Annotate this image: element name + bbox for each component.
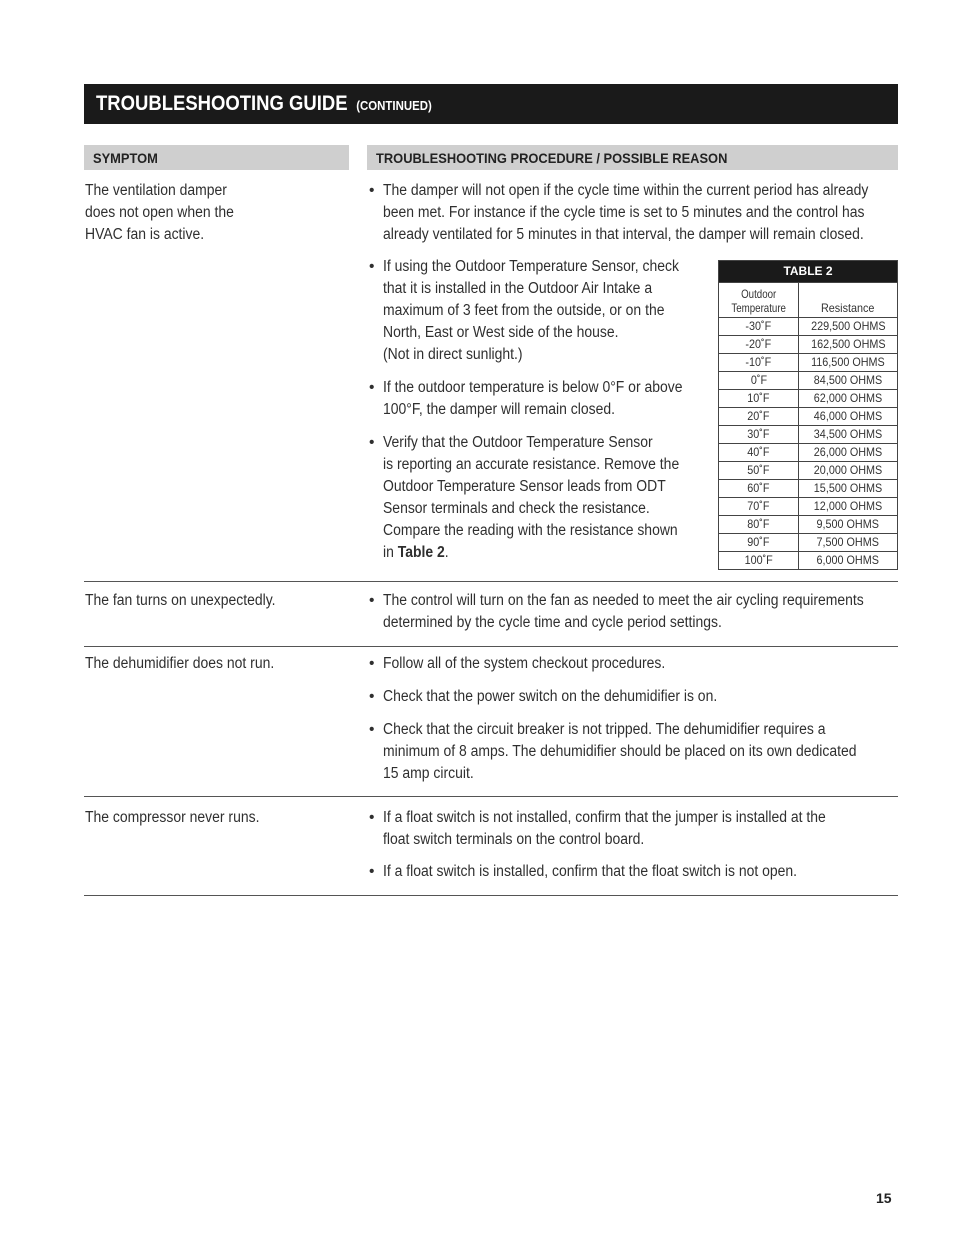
bullet-line: • If a float switch is not installed, confirm that the jumper is installed at the <box>383 809 826 826</box>
table-row <box>719 498 898 516</box>
table-cell: 15,500 OHMS <box>799 480 898 498</box>
procedure-column-header <box>367 145 898 170</box>
symptom-line: The dehumidifier does not run. <box>85 655 275 672</box>
bullet-line: Sensor terminals and check the resistance. <box>383 500 650 517</box>
table-2-resistance <box>718 260 898 570</box>
bullet-line: • If a float switch is installed, confirm that the float switch is not open. <box>383 863 798 880</box>
procedure-bullet <box>369 686 754 708</box>
symptom-column-header <box>84 145 349 170</box>
bullet-line: • The damper will not open if the cycle time within the current period has already <box>383 182 869 199</box>
procedure-bullet <box>369 180 922 246</box>
procedure-bullet <box>369 256 712 366</box>
table-ref-prefix: in <box>383 544 398 561</box>
table-row <box>719 534 898 552</box>
procedure-bullet <box>369 861 843 883</box>
page-number: 15 <box>876 1190 892 1206</box>
table-row <box>719 426 898 444</box>
table-row <box>719 552 898 570</box>
table-cell: 30˚F <box>719 426 799 444</box>
table-cell: 60˚F <box>719 480 799 498</box>
table-cell: 34,500 OHMS <box>799 426 898 444</box>
procedure-bullet <box>369 377 716 421</box>
table-cell: 90˚F <box>719 534 799 552</box>
table-row <box>719 408 898 426</box>
table-cell: 6,000 OHMS <box>799 552 898 570</box>
table-row <box>719 372 898 390</box>
table-row <box>719 444 898 462</box>
table-cell: 20,000 OHMS <box>799 462 898 480</box>
bullet-line: 100°F, the damper will remain closed. <box>383 401 615 418</box>
bullet-line: North, East or West side of the house. <box>383 324 619 341</box>
bullet-line: • Follow all of the system checkout procedures. <box>383 655 666 672</box>
row-divider <box>84 796 898 797</box>
row-divider <box>84 895 898 896</box>
symptom-line: The ventilation damper <box>85 182 227 199</box>
bullet-line: • If using the Outdoor Temperature Sensor, check <box>383 258 679 275</box>
table-row <box>719 354 898 372</box>
table-ref-bold: Table 2 <box>397 544 445 561</box>
table-row <box>719 318 898 336</box>
table-cell: -20˚F <box>719 336 799 354</box>
table-cell: 26,000 OHMS <box>799 444 898 462</box>
table-cell: 100˚F <box>719 552 799 570</box>
table-cell: 116,500 OHMS <box>799 354 898 372</box>
bullet-line: Outdoor Temperature Sensor leads from ODT <box>383 478 666 495</box>
table-2-header-resistance <box>799 283 898 318</box>
table-cell: 12,000 OHMS <box>799 498 898 516</box>
symptom-line: The compressor never runs. <box>85 809 260 826</box>
title-subtitle: (CONTINUED) <box>356 98 432 113</box>
table-cell: 0˚F <box>719 372 799 390</box>
table-row <box>719 516 898 534</box>
table-cell: 10˚F <box>719 390 799 408</box>
table-row <box>719 336 898 354</box>
table-cell: 46,000 OHMS <box>799 408 898 426</box>
bullet-line: been met. For instance if the cycle time is set to 5 minutes and the control has <box>383 204 865 221</box>
table-cell: 7,500 OHMS <box>799 534 898 552</box>
symptom-dehumidifier <box>85 653 345 675</box>
bullet-line: minimum of 8 amps. The dehumidifier should be placed on its own dedicated <box>383 743 857 760</box>
bullet-line: • The control will turn on the fan as needed to meet the air cycling requirements <box>383 592 864 609</box>
bullet-line: already ventilated for 5 minutes in that interval, the damper will remain closed. <box>383 226 864 243</box>
symptom-compressor <box>85 807 345 829</box>
symptom-line: The fan turns on unexpectedly. <box>85 592 276 609</box>
table-row <box>719 480 898 498</box>
symptom-line: does not open when the <box>85 204 234 221</box>
table-cell: 9,500 OHMS <box>799 516 898 534</box>
bullet-line: determined by the cycle time and cycle period settings. <box>383 614 722 631</box>
bullet-line <box>383 542 679 564</box>
bullet-line: Compare the reading with the resistance shown <box>383 522 678 539</box>
bullet-line: (Not in direct sunlight.) <box>383 346 523 363</box>
bullet-line: • Verify that the Outdoor Temperature Sensor <box>383 434 653 451</box>
header-text: Resistance <box>821 301 875 315</box>
bullet-line: • Check that the power switch on the dehumidifier is on. <box>383 688 718 705</box>
header-line: Temperature <box>731 301 786 315</box>
table-cell: 229,500 OHMS <box>799 318 898 336</box>
bullet-line: 15 amp circuit. <box>383 765 474 782</box>
table-cell: -30˚F <box>719 318 799 336</box>
table-cell: 80˚F <box>719 516 799 534</box>
bullet-line: • Check that the circuit breaker is not tripped. The dehumidifier requires a <box>383 721 826 738</box>
bullet-line: • If the outdoor temperature is below 0°F or above <box>383 379 683 396</box>
title-text: TROUBLESHOOTING GUIDE <box>96 92 348 115</box>
table-2-caption: TABLE 2 <box>719 261 898 283</box>
procedure-bullet <box>369 432 712 564</box>
table-cell: 84,500 OHMS <box>799 372 898 390</box>
page-title <box>96 92 432 116</box>
procedure-header-text: TROUBLESHOOTING PROCEDURE / POSSIBLE REASON <box>376 149 728 166</box>
procedure-bullet <box>369 719 909 785</box>
bullet-line: maximum of 3 feet from the outside, or on the <box>383 302 665 319</box>
table-row <box>719 462 898 480</box>
header-line: Outdoor <box>740 287 777 301</box>
table-cell: 62,000 OHMS <box>799 390 898 408</box>
bullet-line: that it is installed in the Outdoor Air Intake a <box>383 280 653 297</box>
table-cell: -10˚F <box>719 354 799 372</box>
table-cell: 162,500 OHMS <box>799 336 898 354</box>
row-divider <box>84 581 898 582</box>
section-title-bar <box>84 84 898 124</box>
table-cell: 20˚F <box>719 408 799 426</box>
bullet-line: is reporting an accurate resistance. Remove the <box>383 456 680 473</box>
table-cell: 50˚F <box>719 462 799 480</box>
symptom-fan-unexpected <box>85 590 345 612</box>
table-2-header-temperature <box>719 283 799 318</box>
bullet-line: float switch terminals on the control board. <box>383 831 645 848</box>
table-ref-suffix: . <box>444 544 449 561</box>
symptom-line: HVAC fan is active. <box>85 226 205 243</box>
procedure-bullet <box>369 807 875 851</box>
table-cell: 70˚F <box>719 498 799 516</box>
row-divider <box>84 646 898 647</box>
table-cell: 40˚F <box>719 444 799 462</box>
procedure-bullet <box>369 590 917 634</box>
symptom-ventilation-damper <box>85 180 345 246</box>
procedure-bullet <box>369 653 697 675</box>
symptom-header-text: SYMPTOM <box>93 149 158 166</box>
table-row <box>719 390 898 408</box>
